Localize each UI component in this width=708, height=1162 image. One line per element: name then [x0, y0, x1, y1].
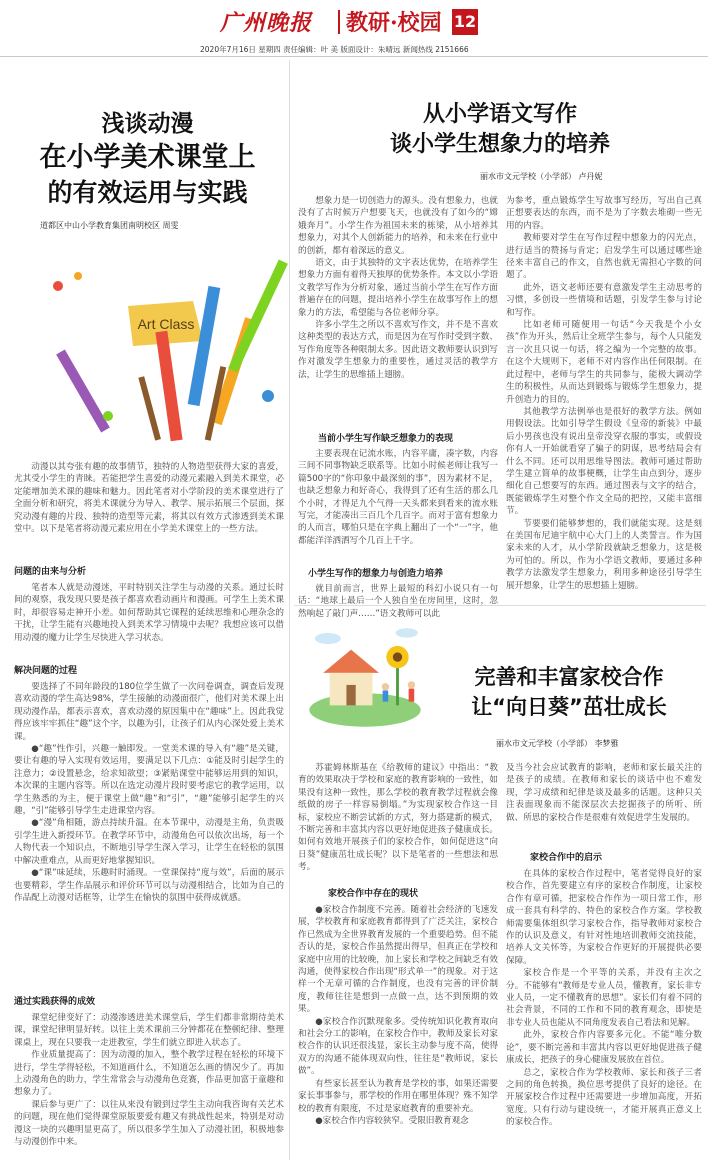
article2-paragraph: 此外，语文老师还要有意激发学生主动思考的习惯，多创设一些情境和话题，引发学生参与讨论和写作。 — [506, 282, 702, 318]
article3-paragraph: ●家校合作内容较狭窄。受限旧教育观念 — [315, 1115, 469, 1126]
article3-paragraph: 苏霍姆林斯基在《给教师的建议》中指出：“教育的效果取决于学校和家庭的教育影响的一致性，如果没有这种一致性，那么学校的教育教学过程就会像纸做的房子一样容易倒塌。”为实现家校合作这一目标，家校应不断尝试新的方式，努力搭建新的模式，不断完善和丰富其内容以更好地促进孩子健康成长。如何有效地开展孩子们的家校合作，如何促进这“向日葵”健康茁壮成长呢？以下是笔者的一些想法和思考。 — [298, 763, 498, 873]
article3-paragraph: 总之，家校合作为学校教师、家长和孩子三者之间的角色转换，换位思考提供了良好的途径。在开展家校合作过程中还需要进一步增加高度，开拓宽度。只有行动与建设统一，才能开展真正意义上的家校合作。 — [506, 1067, 702, 1128]
house-icon — [323, 650, 379, 706]
article1-section-heading: 问题的由来与分析 — [14, 567, 87, 577]
article2-paragraph: 比如老师可随便用一句话“今天我是个小女孩”作为开头，然后让全班学生参与，每个人只能发言一次且只说一句话，将之编为一个完整的故事。在这个大规则下，老师不对内容作出任何限制。在此过程中，老师与学生的共同参与，能极大调动学生的积极性，从而达到锻炼与锻炼学生想象力，提升创造力的目的。 — [506, 320, 702, 405]
issue-info-bar: 2020年7月16日 星期四 责任编辑：叶 美 版面设计：朱晴远 新闻热线 2151666 — [200, 45, 469, 54]
article2-paragraph: 想象力是一切创造力的源头。没有想象力，也就没有了古时候万户想要飞天，也就没有了如今的“嫦娥奔月”。小学生作为祖国未来的栋梁，从小培养其想象力，对其个人创新能力的培养，和未来在行业中的创新，都有着深远的意义。 — [298, 196, 498, 256]
article3-paragraph: 此外，家校合作内容要多元化。不能“唯分数论”，要不断完善和丰富其内容以更好地促进孩子健康成长，把孩子的身心健康发展放在首位。 — [506, 1030, 702, 1066]
article3-subheading: 家校合作中的启示 — [530, 853, 603, 863]
article3-column-2b — [506, 868, 702, 1160]
article1-bullet: ●“漫”角相随，游点持续升温。在本节课中，动漫是主角，负责吸引学生进入新授环节。在教学环节中，动漫角色可以依次出场，每一个人物代表一个知识点，不断地引导学生深入学习，让学生在轻松的氛围中解决重难点，从而更好地掌握知识。 — [14, 818, 284, 866]
article2-subheading: 当前小学生写作缺乏想象力的表现 — [318, 434, 454, 444]
article3-title-line: 完善和丰富家校合作 — [474, 665, 664, 689]
article1-title-line: 浅谈动漫 — [101, 111, 194, 137]
article3-author: 丽水市文元学校（小学部） 李梦雅 — [496, 739, 619, 748]
article2-paragraph: 许多小学生之所以不喜欢写作文，并不是不喜欢这种类型的表达方式，而是因为在写作时受到字数、写作角度等各种限制太多。因此语文教师要认识到写作对激发学生想象力的重要性，通过灵活的教学方法，让学生的思维插上翅膀。 — [298, 320, 498, 380]
masthead — [0, 0, 708, 42]
article2-paragraph: 为参考，重点锻炼学生写故事写经历，写出自己真正想要表达的东西，而不是为了字数去堆砌一些无用的内容。 — [506, 196, 702, 231]
section-title: 教研·校园 — [346, 10, 442, 36]
article3-column-2 — [506, 762, 702, 846]
article3-paragraph: ●家校合作制度不完善。随着社会经济的飞速发展，学校教育和家庭教育都得到了广泛关注，家校合作已然成为全世界教育发展的一个重要趋势。但不能否认的是，家校合作虽然提出得早，但真正在学校和家庭中应用的比较晚，加上家长和学校之间缺乏有效沟通，使得家校合作出现“形式单一”的现象。对于这样一个无章可循的合作制度，也没有完善的评价制度，教师往往是想到一点做一点，达不到预期的效果。 — [298, 905, 498, 1015]
art-class-illustration — [18, 246, 288, 446]
article1-paragraph: 作业质量提高了：因为动漫的加入，整个教学过程在轻松的环境下进行，学生学得轻松，不知道画什么，不知道怎么画的情况少了。再加上动漫角色的助力，学生常常会与动漫角色竞赛，作品更加富于童趣和想象力了。 — [14, 1050, 284, 1098]
article3-paragraph: 在具体的家校合作过程中，笔者觉得良好的家校合作，首先要建立有序的家校合作制度，让家校合作有章可循，把家校合作作为一项日常工作，形成一套具有科学的、特色的家校合作方案。学校教师需要集体组织学习家校合作，指导教师对家校合作的认识及意义，有针对性地培训教师交流技能，培养人文关怀等，为家校合作更好的开展提供必要保障。 — [506, 869, 702, 966]
article1-paragraph: 课堂纪律变好了：动漫渗透进美术课堂后，学生们都非常期待美术课，课堂纪律明显好转。以往上美术课前三分钟都花在整顿纪律、整理课桌上，现在只要我一走进教室，学生们就立即进入状态了。 — [14, 1013, 284, 1048]
article3-paragraph: ●家校合作沉默现象多。受传统知识化教育取向和社会分工的影响，在家校合作中，教师及家长对家校合作的认识还很浅显，家长主动参与度不高，使得双方的沟通不能体现双向性，往往是“教师说，家长做”。 — [298, 1016, 498, 1077]
article2-paragraph: 其他教学方法例举也是很好的教学方法。例如用假设法。比如引导学生假设《皇帝的新装》中最后小男孩也没有说出皇帝没穿衣服的事实，或假设你有人一开始就看穿了骗子的阴谋，思考结局会有什么不同。还可以用思维导图法。教师可通过帮助学生建立简单的故事梗概，让学生由点到分，逐步细化自己想要写的东西。通过图表与文字的结合，既能锻炼学生对整个作文全局的把控，又能丰富细节。 — [506, 406, 702, 517]
article1-section-heading: 解决问题的过程 — [14, 666, 78, 676]
article1-title — [10, 108, 285, 210]
paintbrush-icon — [138, 366, 226, 441]
article1-title-line: 的有效运用与实践 — [47, 178, 248, 207]
article2-subheading: 小学生写作的想象力与创造力培养 — [308, 569, 444, 579]
article3-title — [436, 662, 702, 722]
article2-title — [300, 100, 700, 160]
article2-title-line: 谈小学生想象力的培养 — [389, 132, 610, 157]
article3-column-1b — [298, 904, 498, 1160]
article3-paragraph: 家校合作是一个平等的关系，并没有主次之分。不能够有“教师是专业人员，懂教育，家长非专业人员，一定不懂教育的思想”。家长们有着不同的社会背景，不同的工作和不同的教育观念，即使是非专业人员也能从不同角度发表自己看法和见解。 — [506, 968, 702, 1028]
article2-author: 丽水市文元学校（小学部） 卢丹妮 — [480, 172, 603, 181]
article2-paragraph: 主要表现在记流水账，内容平庸，凑字数，内容三间不同事物缺乏联系等。比如小时候老师让我写一篇500字的“你印象中最深刻的事”，因为素材不足，也缺乏想象力和好奇心，我得到了还有生活的那么几个小时，才得足九个气得一天头都来到看来的流水账写完，才能凑出三百几个几百字。而对于富有想象力的人而言，哪怕只是在字典上翻出了一个“一”字，他都能洋洋洒洒写个几百上千字。 — [298, 449, 498, 546]
article2-column-1c — [298, 583, 498, 619]
article3-paragraph: 及当今社会应试教育的影响，老师和家长最关注的是孩子的成绩。在教师和家长的谈话中也不难发现，学习成绩和纪律是谈及最多的话题。这种只关注表面现象而不能深层次去挖掘孩子的所听、所做、所思的家校合作是很难有效促进学生发展的。 — [506, 763, 702, 823]
article1-section-text — [14, 1012, 284, 1160]
article2-column-1b — [298, 448, 498, 560]
article1-title-line: 在小学美术课堂上 — [39, 142, 256, 173]
article2-paragraph: 教师要对学生在写作过程中想象力的闪光点，进行适当的赞扬与肯定；启发学生可以通过哪些途径来丰富自己的作文，自然也就无需担心字数的问题了。 — [506, 233, 702, 281]
article1-paragraph: 要选择了不同年龄段的180位学生做了一次问卷调查，调查后发现喜欢动漫的学生高达98%，学生接触的动漫面很广，他们对美术课上出现动漫作品，都表示喜欢，喜欢动漫的原因集中在“趣味”上。因此我觉得应该牢牢抓住“趣”这个字，以趣为引，让孩子们从内心深处爱上美术课。 — [14, 682, 284, 742]
article1-paragraph: 课后参与更广了：以往从来没有锻到过学生主动向我咨询有关艺术的问题，现在他们觉得课堂原版要爱有趣又有挑战性起来，特别是对动漫这一块的兴趣明显更高了，所以很多学生加入了动漫社团，积极地参与动漫创作中来。 — [14, 1099, 284, 1148]
article1-intro-text: 动漫以其夸张有趣的故事情节，独特的人物造型获得大家的喜爱，尤其受小学生的青睐。若能把学生喜爱的动漫元素融入到美术课堂，必定能增加美术课的趣味和魅力。因此笔者对小学阶段的美术课堂进行了全面分析和研究，将美术课就分为导入、教学、展示拓展三个层面，探究动漫有趣的片段、独特的造型等元素，将其以有效方式渗透到美术课堂中。以下是笔者将动漫元素应用在小学美术课堂上的一些方法。 — [14, 462, 284, 535]
pencil-icon — [56, 260, 288, 442]
article1-bullet: ●“趣”性作引，兴趣一触即发。一堂美术课的导入有“趣”是关键，要让有趣的导入实现有效运用，要满足以下几点：①能及时引起学生的注意力；②设置悬念，给求知欲望；③紧贴课堂中能够运用到的知识，本次课的主题内容等。所以在选定动漫片段时要考虑它的教学运用，以学生熟悉的为主，便于课堂上做“趣”和“引”，“趣”能够引起学生的兴趣，“引”能够引导学生走进课堂内容。 — [14, 744, 284, 817]
column-divider — [289, 60, 290, 1160]
article2-title-line: 从小学语文写作 — [422, 102, 577, 127]
article1-intro — [14, 461, 284, 561]
art-class-label: Art Class — [137, 316, 195, 332]
article2-column-1 — [298, 195, 498, 427]
cloud-icon — [315, 628, 418, 644]
newspaper-logo: 广州晚报 — [220, 10, 313, 36]
article1-section-heading: 通过实践获得的成效 — [14, 997, 96, 1007]
article1-author: 道都区中山小学教育集团南明校区 周雯 — [40, 221, 179, 230]
article2-column-2 — [506, 195, 702, 603]
article3-subheading: 家校合作中存在的现状 — [328, 889, 419, 899]
article2-paragraph: 语文，由于其独特的文字表达优势，在培养学生想象力方面有着得天独厚的优势条件。本文以小学语文教学写作为分析对象，通过当前小学生在写作方面普遍存在的问题，提出培养小学生在故事写作上的想象力的方法，希望能与各位老师分享。 — [298, 258, 498, 318]
article3-column-1 — [298, 762, 498, 882]
article3-title-line: 让“向日葵”茁壮成长 — [471, 695, 667, 719]
article1-paragraph: 笔者本人就是动漫迷，平时特别关注学生与动漫的关系。通过长时间的观察，我发现只要是孩子都喜欢看动画片和漫画。可学生上美术课时，却很容易走神开小差。如何帮助其它课程的延续思维和心理杂念的干扰，让学生能有兴趣地投入到美术学习情境中去呢？我想应该可以借用动漫的魔力让学生尽快进入学习状态。 — [14, 583, 284, 643]
masthead-divider — [338, 10, 340, 34]
family-school-illustration — [300, 620, 430, 735]
article1-bullet: ●“课”味延续，乐趣时时涌现。一堂课保持“度与效”，后面的展示也要精彩，学生作品展示和评价环节可以与动漫相结合，比如为自己的作品配上动漫对话框等，让学生在愉快的氛围中获得成就感。 — [14, 868, 284, 903]
page-number-badge: 12 — [452, 9, 478, 35]
article1-section-text — [14, 582, 284, 658]
masthead-rule — [0, 56, 708, 57]
article2-paragraph: 节要要们能够梦想的，我们就能实现。这是刻在美国布尼迪宇航中心大门上的人类誓言。作为国家未来的人才，从小学阶段就缺乏想象力，这是极为可怕的。所以，作为小学语文教师，要通过多种教学方法激发学生想象力，利用多种途径引导学生展开想象，让学生的思想插上翅膀。 — [506, 518, 702, 591]
article2-paragraph: 就目前而言，世界上最短的科幻小说只有一句话：“地球上最后一个人独自坐在房间里，这时，忽然响起了敲门声……”语文教师可以此 — [298, 584, 498, 619]
article3-paragraph: 有些家长甚至认为教育是学校的事，如果还需要家长事事参与，那学校的作用在哪里体现？殊不知学校的教育有限度，不过是家庭教育的重要补充。 — [298, 1078, 498, 1114]
article1-section-text — [14, 681, 284, 989]
